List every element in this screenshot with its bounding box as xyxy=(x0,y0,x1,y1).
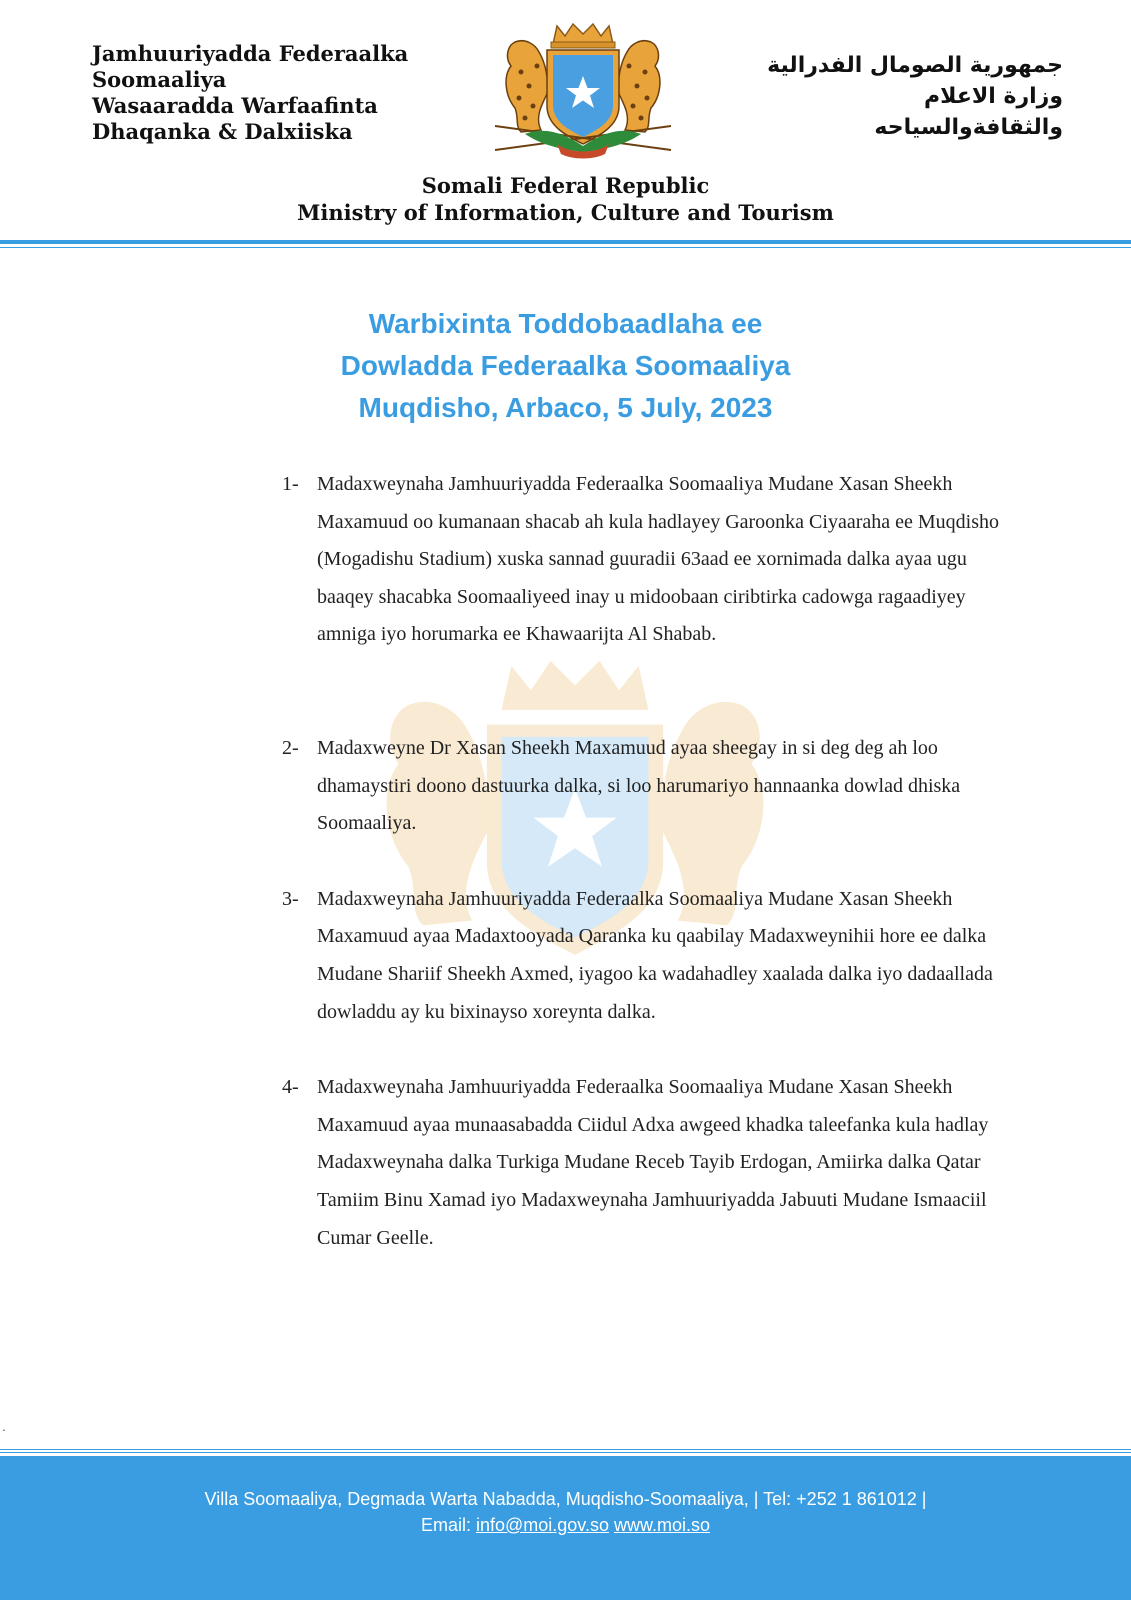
list-item xyxy=(282,466,1002,654)
header-somali-line: Dhaqanka & Dalxiiska xyxy=(92,119,353,144)
item-number: 1- xyxy=(282,473,299,495)
header-arabic-line: والثقافةوالسياحه xyxy=(874,115,1063,140)
header-republic-name: Somali Federal Republic xyxy=(421,173,710,198)
list-item xyxy=(282,1069,1002,1257)
item-number: 3- xyxy=(282,887,299,910)
header-somali-line: Wasaaradda Warfaafinta xyxy=(92,93,378,118)
report-items-list xyxy=(282,466,1002,1257)
footer-contact xyxy=(0,1515,1131,1536)
header-arabic-line: جمهورية الصومال الفدرالية xyxy=(767,53,1063,78)
title-line-3: Muqdisho, Arbaco, 5 July, 2023 xyxy=(358,392,773,423)
footer xyxy=(0,1456,1131,1600)
title-line-1: Warbixinta Toddobaadlaha ee xyxy=(368,308,763,339)
footer-divider-thin xyxy=(0,1452,1131,1453)
header-english-block xyxy=(0,172,1131,226)
header-somali-block xyxy=(92,41,408,145)
somalia-coat-of-arms-icon xyxy=(485,22,681,160)
list-item xyxy=(282,881,1002,1031)
item-number: 4- xyxy=(282,1076,299,1099)
stray-mark: . xyxy=(2,1420,6,1434)
header-somali-line: Jamhuuriyadda Federaalka xyxy=(92,41,409,66)
footer-website-link[interactable]: www.moi.so xyxy=(614,1515,711,1535)
title-line-2: Dowladda Federaalka Soomaaliya xyxy=(340,350,791,381)
footer-email-link[interactable]: info@moi.gov.so xyxy=(475,1515,609,1535)
header-divider xyxy=(0,240,1131,244)
header-divider-thin xyxy=(0,247,1131,248)
header-somali-line: Soomaaliya xyxy=(92,67,227,92)
list-item xyxy=(282,730,1002,843)
item-number: 2- xyxy=(282,736,299,759)
item-text: Madaxweynaha Jamhuuriyadda Federaalka Soomaaliya Mudane Xasan Sheekh Maxamuud ayaa munaasabadda Ciidul Adxa awgeed khadka taleefanka kula hadlay Madaxweynaha dalka Turkiga Mudane Receb Tayib Erdogan, Amiirka dalka Qatar Tamiim Binu Xamad iyo Madaxweynaha Jamhuuriyadda Jabuuti Mudane Ismaaciil Cumar Geelle. xyxy=(317,1076,989,1249)
header-arabic-block xyxy=(767,50,1063,143)
document-title xyxy=(0,303,1131,429)
header-ministry-name: Ministry of Information, Culture and Tourism xyxy=(297,200,834,225)
header-arabic-line: وزارة الاعلام xyxy=(924,84,1063,109)
item-text: Madaxweynaha Jamhuuriyadda Federaalka Soomaaliya Mudane Xasan Sheekh Maxamuud oo kumanaan shacab ah kula hadlayey Garoonka Ciyaaraha ee Muqdisho (Mogadishu Stadium) xuska sannad guuradii 63aad ee xornimada dalka ayaa ugu baaqey shacabka Soomaaliyeed inay u midoobaan ciribtirka cadowga ragaadiyey amniga iyo horumarka ee Khawaarijta Al Shabab. xyxy=(317,473,999,646)
footer-divider xyxy=(0,1449,1131,1450)
footer-email-label: Email: xyxy=(420,1515,471,1535)
item-text: Madaxweyne Dr Xasan Sheekh Maxamuud ayaa sheegay in si deg deg ah loo dhamaystiri doono dastuurka dalka, si loo harumariyo hannaanka dowlad dhiska Soomaaliya. xyxy=(317,736,961,835)
item-text: Madaxweynaha Jamhuuriyadda Federaalka Soomaaliya Mudane Xasan Sheekh Maxamuud ayaa Madaxtooyada Qaranka ku qaabilay Madaxweynihii hore ee dalka Mudane Shariif Sheekh Axmed, iyagoo ka wadahadley xaalada dalka iyo dadaallada dowladdu ay ku bixinayso xoreynta dalka. xyxy=(317,887,993,1023)
footer-address: Villa Soomaaliya, Degmada Warta Nabadda, Muqdisho-Soomaaliya, | Tel: +252 1 861012 | xyxy=(204,1489,927,1509)
